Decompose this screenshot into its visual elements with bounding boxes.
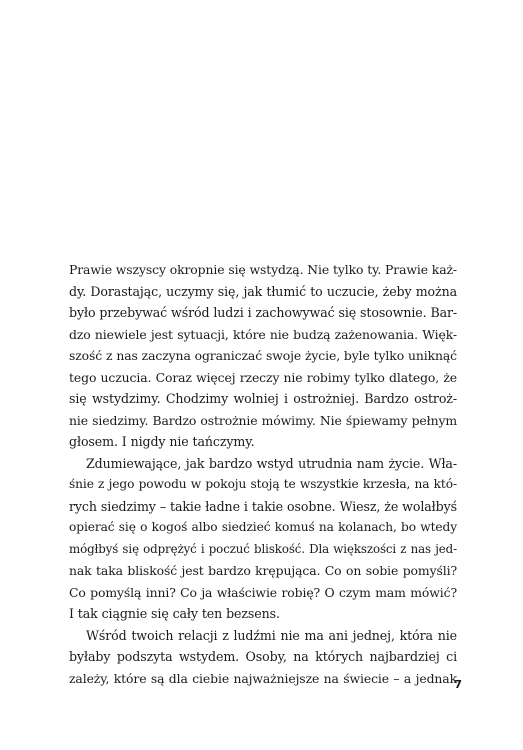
text-line: głosem. I nigdy nie tańczymy.	[69, 434, 255, 449]
text-line: Zdumiewające, jak bardzo wstyd utrudnia nam życie. Wła-	[86, 455, 457, 471]
body-text	[69, 259, 457, 689]
text-line: rych siedzimy – takie ładne i takie osobne. Wiesz, że wolałbyś	[69, 498, 457, 514]
text-line: szość z nas zaczyna ograniczać swoje życie, byle tylko uniknąć	[69, 348, 457, 363]
paragraph-1	[69, 259, 457, 453]
text-line: zależy, które są dla ciebie najważniejsze na świecie – a jednak	[69, 670, 457, 686]
paragraph-3	[69, 625, 457, 690]
text-line: tego uczucia. Coraz więcej rzeczy nie robimy tylko dlatego, że	[69, 369, 457, 385]
text-line: się wstydzimy. Chodzimy wolniej i ostrożniej. Bardzo ostroż-	[69, 391, 457, 406]
text-line: byłaby podszyta wstydem. Osoby, na których najbardziej ci	[69, 649, 457, 664]
text-line: dzo niewiele jest sytuacji, które nie budzą zażenowania. Więk-	[69, 326, 457, 342]
text-line: nie siedzimy. Bardzo ostrożnie mówimy. Nie śpiewamy pełnym	[69, 412, 457, 428]
paragraph-2	[69, 453, 457, 625]
text-line: śnie z jego powodu w pokoju stoją te wszystkie krzesła, na któ-	[69, 477, 457, 491]
text-line: opierać się o kogoś albo siedzieć komuś na kolanach, bo wtedy	[69, 520, 457, 534]
page-number: 7	[454, 678, 462, 691]
text-line: I tak ciągnie się cały ten bezsens.	[69, 606, 280, 621]
text-line: Co pomyślą inni? Co ja właściwie robię? O czym mam mówić?	[69, 584, 457, 600]
text-line: mógłbyś się odprężyć i poczuć bliskość. Dla większości z nas jed-	[69, 541, 457, 556]
text-line: Prawie wszyscy okropnie się wstydzą. Nie tylko ty. Prawie każ-	[69, 262, 458, 277]
text-line: było przebywać wśród ludzi i zachowywać się stosownie. Bar-	[69, 305, 458, 320]
text-line: nak taka bliskość jest bardzo krępująca. Co on sobie pomyśli?	[69, 563, 457, 578]
text-line: dy. Dorastając, uczymy się, jak tłumić to uczucie, żeby można	[69, 283, 457, 299]
text-line: Wśród twoich relacji z ludźmi nie ma ani jednej, która nie	[86, 627, 457, 643]
